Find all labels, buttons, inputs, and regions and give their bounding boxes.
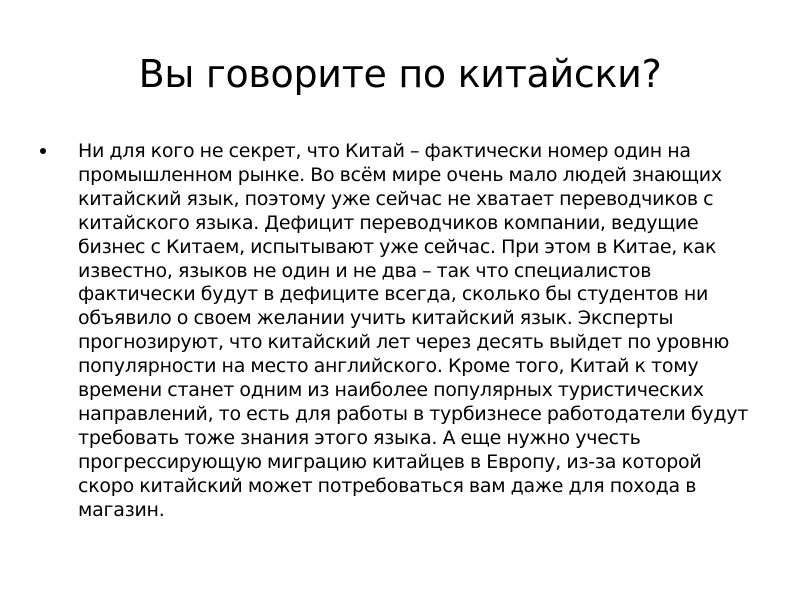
bullet-item — [40, 140, 760, 523]
bullet-text: Ни для кого не секрет, что Китай – фактически номер один на промышленном рынке. Во всём мире очень мало людей знающих китайский язык, поэтому уже сейчас не хватает переводчиков с китайского языка. Дефицит переводчиков компании, ведущие бизнес с Китаем, испытывают уже сейчас. При этом в Китае, как известно, языков не один и не два – так что специалистов фактически будут в дефиците всегда, сколько бы студентов ни объявило о своем желании учить китайский язык. Эксперты прогнозируют, что китайский лет через десять выйдет по уровню популярности на место английского. Кроме того, Китай к тому времени станет одним из наиболее популярных туристических направлений, то есть для работы в турбизнесе работодатели будут требовать тоже знания этого языка. А еще нужно учесть прогрессирующую миграцию китайцев в Европу, из-за которой скоро китайский может потребоваться вам даже для похода в магазин. — [78, 140, 749, 521]
slide-title: Вы говорите по китайски? — [138, 52, 662, 96]
bullet-dot-icon — [40, 148, 46, 154]
bullet-list — [40, 140, 760, 523]
